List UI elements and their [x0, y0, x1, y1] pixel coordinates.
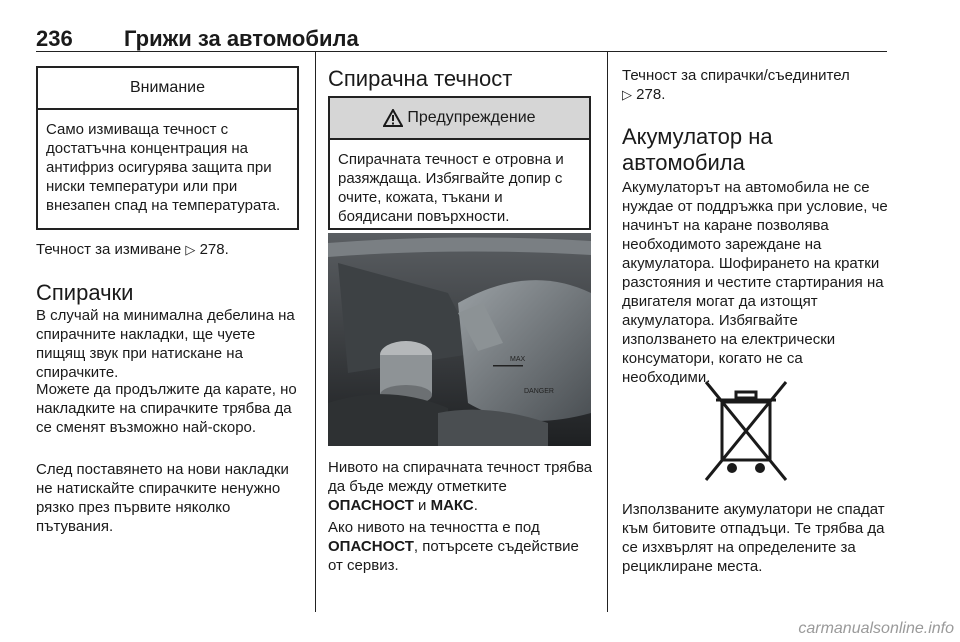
fluid-level-paragraph-2	[328, 518, 596, 575]
fluid-level-paragraph-1: Нивото на спирачната течност трябва да бъде между отметките ОПАСНОСТ и МАКС.	[328, 459, 593, 514]
chapter-title: Грижи за автомобила	[124, 26, 359, 51]
battery-paragraph-1: Акумулаторът на автомобила не се нуждае от поддръжка при условие, че начинът на каране позволява необходимото зареждане на акумулатора. Шофирането на кратки разстояния и честите стартирания на двигателя могат да изтощят акумулатора. Избягвайте използването на електрически консуматори, когато не са необходими.	[622, 179, 888, 386]
mark-danger: ОПАСНОСТ	[328, 497, 414, 514]
fluid-low-text: Ако нивото на течността е под	[328, 519, 540, 536]
caution-text: Само измиваща течност с достатъчна концентрация на антифриз осигурява защита при ниски температури или при внезапен спад на температурата.	[46, 121, 281, 214]
battery-heading: Акумулатор на автомобила	[622, 124, 773, 175]
page-reference-arrow-icon: ▷	[185, 242, 196, 257]
column-divider-1	[315, 52, 316, 612]
warning-header	[330, 98, 589, 140]
engine-bay-illustration	[328, 233, 591, 446]
washer-ref-page[interactable]: 278.	[199, 241, 229, 258]
and-word: и	[418, 497, 427, 514]
caution-title: Внимание	[38, 68, 297, 110]
header-divider	[36, 51, 887, 52]
brakes-paragraph-2: Можете да продължите да карате, но накладките на спирачките трябва да се сменят възможно най-скоро.	[36, 381, 297, 436]
mark-danger-2: ОПАСНОСТ	[328, 538, 414, 555]
fluid-ref-page[interactable]: 278.	[636, 86, 666, 103]
mark-max: МАКС	[430, 497, 474, 514]
fluid-ref-text: Течност за спирачки/съединител	[622, 67, 850, 84]
warning-triangle-icon	[383, 109, 403, 127]
page-number: 236	[36, 26, 73, 51]
brakes-paragraph-3: След поставянето на нови накладки не натискайте спирачките ненужно рязко през първите няколко пътувания.	[36, 461, 289, 535]
washer-ref-text: Течност за измиване	[36, 241, 182, 258]
page-reference-arrow-icon: ▷	[622, 87, 632, 102]
warning-text: Спирачната течност е отровна и разяждаща. Избягвайте допир с очите, кожата, тъкани и боядисани повърхности.	[338, 151, 564, 225]
washer-fluid-reference	[36, 240, 301, 259]
brake-fluid-reservoir-photo	[328, 233, 591, 446]
brakes-paragraph-1: В случай на минимална дебелина на спирачните накладки, ще чуете пищящ звук при натискане на спирачките.	[36, 307, 295, 381]
brakes-heading: Спирачки	[36, 280, 134, 305]
danger-mark-label: DANGER	[524, 388, 554, 395]
caution-box	[36, 66, 299, 230]
column-divider-2	[607, 52, 608, 612]
max-mark-label: MAX	[510, 356, 526, 363]
page-header	[36, 26, 886, 52]
brake-fluid-reference	[622, 66, 890, 104]
battery-paragraph-2: Използваните акумулатори не спадат към битовите отпадъци. Те трябва да се изхвърлят на определените за рециклиране места.	[622, 501, 885, 575]
crossed-out-bin-icon	[702, 378, 790, 484]
warning-box	[328, 96, 591, 230]
fluid-level-text: Нивото на спирачната течност трябва да бъде между отметките	[328, 459, 593, 495]
brake-fluid-heading: Спирачна течност	[328, 66, 513, 91]
warning-title: Предупреждение	[407, 109, 536, 126]
watermark: carmanualsonline.info	[798, 620, 954, 637]
service-text: , потърсете съдействие от сервиз.	[328, 538, 579, 574]
